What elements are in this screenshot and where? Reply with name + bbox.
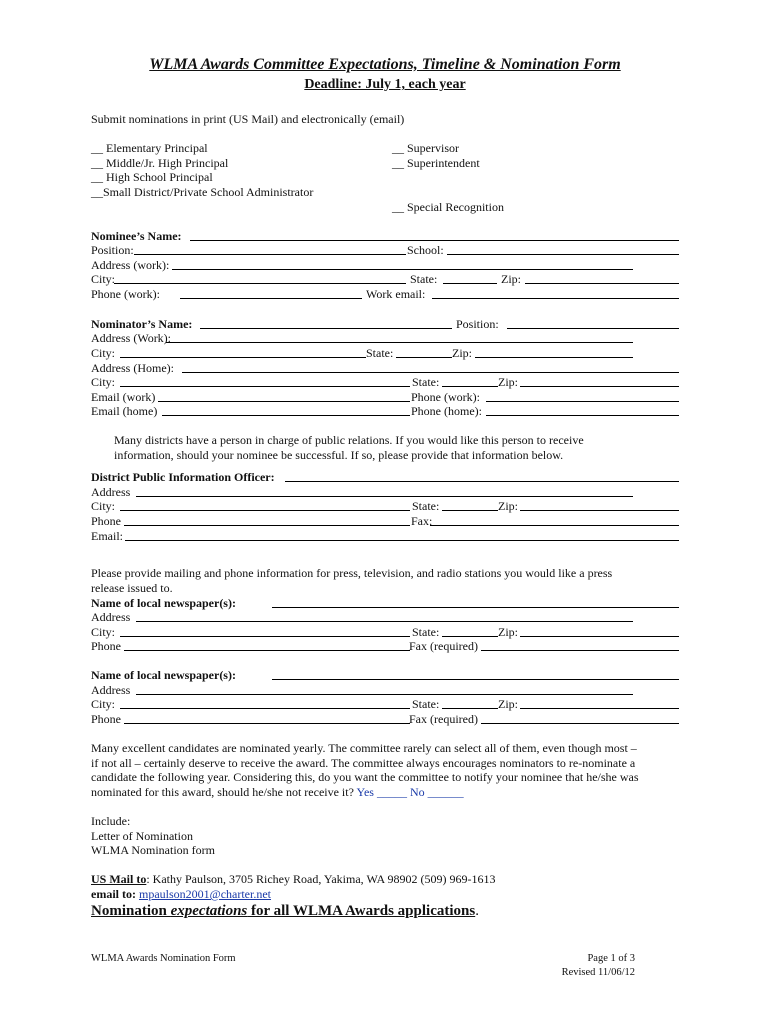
nominator-email-work-field[interactable]: [158, 401, 410, 402]
nominee-phone-field[interactable]: [180, 298, 362, 299]
nominee-school-field[interactable]: [447, 254, 679, 255]
mail-contact: US Mail to: Kathy Paulson, 3705 Richey Road, Yakima, WA 98902 (509) 969-1613: [91, 872, 496, 886]
newspaper1-phone-field[interactable]: [124, 650, 410, 651]
notify-line1: Many excellent candidates are nominated yearly. The committee rarely can select all of them, even though most –: [91, 741, 637, 755]
nominator-address-home-label: Address (Home):: [91, 361, 174, 375]
newspaper1-address-field[interactable]: [136, 621, 633, 622]
pio-city-field[interactable]: [120, 510, 410, 511]
deadline: Deadline: July 1, each year: [304, 77, 466, 92]
press-note-line1: Please provide mailing and phone information for press, television, and radio stations you would like a press: [91, 566, 613, 580]
newspaper1-name-field[interactable]: [272, 607, 679, 608]
newspaper1-zip-field[interactable]: [520, 636, 679, 637]
footer-revised: Revised 11/06/12: [561, 967, 635, 978]
category-high[interactable]: __ High School Principal: [91, 170, 213, 184]
newspaper1-city-field[interactable]: [120, 636, 410, 637]
pr-note-line1: Many districts have a person in charge of public relations. If you would like this person to receive: [114, 433, 584, 447]
nominee-zip-field[interactable]: [525, 283, 679, 284]
pio-address-field[interactable]: [136, 496, 633, 497]
pio-address-label: Address: [91, 485, 131, 499]
email-contact: email to: mpaulson2001@charter.net: [91, 887, 272, 901]
newspaper2-zip-field[interactable]: [520, 708, 679, 709]
nominator-email-work-label: Email (work): [91, 390, 156, 404]
newspaper2-phone-field[interactable]: [124, 723, 410, 724]
nominee-state-field[interactable]: [443, 283, 497, 284]
notify-line2: if not all – certainly deserve to receive the award. The committee always encourages nominators to re-nominate a: [91, 756, 636, 770]
nominee-city-label: City:: [91, 272, 116, 286]
category-supervisor[interactable]: __ Supervisor: [392, 141, 459, 155]
nominee-email-label: Work email:: [366, 287, 426, 301]
notify-line3: candidate the following year. Considering this, do you want the committee to notify your nominee that he/she was: [91, 770, 639, 784]
newspaper2-state-label: State:: [412, 697, 440, 711]
intro-text: Submit nominations in print (US Mail) and electronically (email): [91, 112, 405, 126]
newspaper2-fax-label: Fax (required): [409, 712, 478, 726]
nominee-state-label: State:: [410, 272, 438, 286]
nominator-address-home-field[interactable]: [182, 372, 679, 373]
nominator-position-label: Position:: [456, 317, 499, 331]
footer-page: Page 1 of 3: [587, 953, 635, 964]
nominator-state2-field[interactable]: [442, 386, 498, 387]
nominator-zip-label: Zip:: [452, 346, 472, 360]
nominee-school-label: School:: [407, 243, 444, 257]
nominator-state2-label: State:: [412, 375, 440, 389]
nominator-position-field[interactable]: [507, 328, 679, 329]
newspaper2-name-field[interactable]: [272, 679, 679, 680]
nominator-city-field[interactable]: [120, 357, 366, 358]
nominator-phone-home-field[interactable]: [486, 415, 679, 416]
nominator-phone-work-field[interactable]: [486, 401, 679, 402]
nominee-zip-label: Zip:: [501, 272, 521, 286]
pio-phone-label: Phone: [91, 514, 121, 528]
pio-fax-label: Fax:: [411, 514, 433, 528]
nominator-email-home-field[interactable]: [162, 415, 410, 416]
pio-city-label: City:: [91, 499, 116, 513]
newspaper1-phone-label: Phone: [91, 639, 121, 653]
nominee-address-label: Address (work):: [91, 258, 170, 272]
footer-form-name: WLMA Awards Nomination Form: [91, 953, 236, 964]
press-note-line2: release issued to.: [91, 581, 173, 595]
nominator-name-field[interactable]: [200, 328, 452, 329]
nominator-city2-label: City:: [91, 375, 116, 389]
pio-label: District Public Information Officer:: [91, 470, 275, 484]
nominee-name-field[interactable]: [190, 240, 679, 241]
pio-fax-field[interactable]: [430, 525, 679, 526]
pio-zip-field[interactable]: [520, 510, 679, 511]
nominee-position-field[interactable]: [134, 254, 406, 255]
category-special[interactable]: __ Special Recognition: [392, 200, 504, 214]
nominator-phone-work-label: Phone (work):: [411, 390, 480, 404]
nominator-city2-field[interactable]: [120, 386, 410, 387]
nominator-name-label: Nominator’s Name:: [91, 317, 193, 331]
newspaper2-label: Name of local newspaper(s):: [91, 668, 236, 682]
pio-phone-field[interactable]: [124, 525, 410, 526]
email-link[interactable]: mpaulson2001@charter.net: [138, 887, 272, 901]
pio-email-label: Email:: [91, 529, 123, 543]
category-superintendent[interactable]: __ Superintendent: [392, 156, 480, 170]
expectations-heading: Nomination expectations for all WLMA Awards applications.: [91, 903, 479, 919]
nominee-phone-label: Phone (work):: [91, 287, 160, 301]
nominee-city-field[interactable]: [114, 283, 406, 284]
nominator-zip2-field[interactable]: [520, 386, 679, 387]
newspaper2-city-field[interactable]: [120, 708, 410, 709]
newspaper1-fax-field[interactable]: [481, 650, 679, 651]
newspaper1-address-label: Address: [91, 610, 131, 624]
newspaper2-zip-label: Zip:: [498, 697, 518, 711]
nominee-address-field[interactable]: [172, 269, 633, 270]
category-small-district[interactable]: __Small District/Private School Administrator: [91, 185, 314, 199]
include-form: WLMA Nomination form: [91, 843, 215, 857]
pio-name-field[interactable]: [285, 481, 679, 482]
page-title: WLMA Awards Committee Expectations, Timeline & Nomination Form: [149, 56, 621, 73]
newspaper2-city-label: City:: [91, 697, 116, 711]
newspaper2-phone-label: Phone: [91, 712, 121, 726]
include-heading: Include:: [91, 814, 131, 828]
newspaper1-label: Name of local newspaper(s):: [91, 596, 236, 610]
nominee-name-label: Nominee’s Name:: [91, 229, 182, 243]
category-middle[interactable]: __ Middle/Jr. High Principal: [91, 156, 229, 170]
pio-zip-label: Zip:: [498, 499, 518, 513]
newspaper2-address-field[interactable]: [136, 694, 633, 695]
nominator-phone-home-label: Phone (home):: [411, 404, 482, 418]
nominee-position-label: Position:: [91, 243, 134, 257]
nominator-zip2-label: Zip:: [498, 375, 518, 389]
nominator-zip-field[interactable]: [475, 357, 633, 358]
newspaper1-state-label: State:: [412, 625, 440, 639]
newspaper1-city-label: City:: [91, 625, 116, 639]
pr-note-line2: information, should your nominee be successful. If so, please provide that information below.: [114, 448, 564, 462]
nominee-email-field[interactable]: [432, 298, 679, 299]
pio-state-label: State:: [412, 499, 440, 513]
category-elementary[interactable]: __ Elementary Principal: [91, 141, 208, 155]
notify-line4: nominated for this award, should he/she not receive it? Yes _____ No ______: [91, 785, 464, 799]
include-letter: Letter of Nomination: [91, 829, 193, 843]
newspaper1-state-field[interactable]: [442, 636, 498, 637]
nominator-address-work-label: Address (Work):: [91, 331, 172, 345]
newspaper2-state-field[interactable]: [442, 708, 498, 709]
nominator-state-label: State:: [366, 346, 394, 360]
newspaper1-zip-label: Zip:: [498, 625, 518, 639]
newspaper2-fax-field[interactable]: [481, 723, 679, 724]
pio-state-field[interactable]: [442, 510, 498, 511]
notify-no-option[interactable]: No ______: [409, 785, 464, 799]
nominator-city-label: City:: [91, 346, 116, 360]
nominator-email-home-label: Email (home): [91, 404, 158, 418]
newspaper2-address-label: Address: [91, 683, 131, 697]
notify-yes-option[interactable]: Yes _____: [356, 785, 407, 799]
newspaper1-fax-label: Fax (required): [409, 639, 478, 653]
nominator-state-field[interactable]: [396, 357, 452, 358]
nominator-address-work-field[interactable]: [166, 342, 633, 343]
pio-email-field[interactable]: [125, 540, 679, 541]
